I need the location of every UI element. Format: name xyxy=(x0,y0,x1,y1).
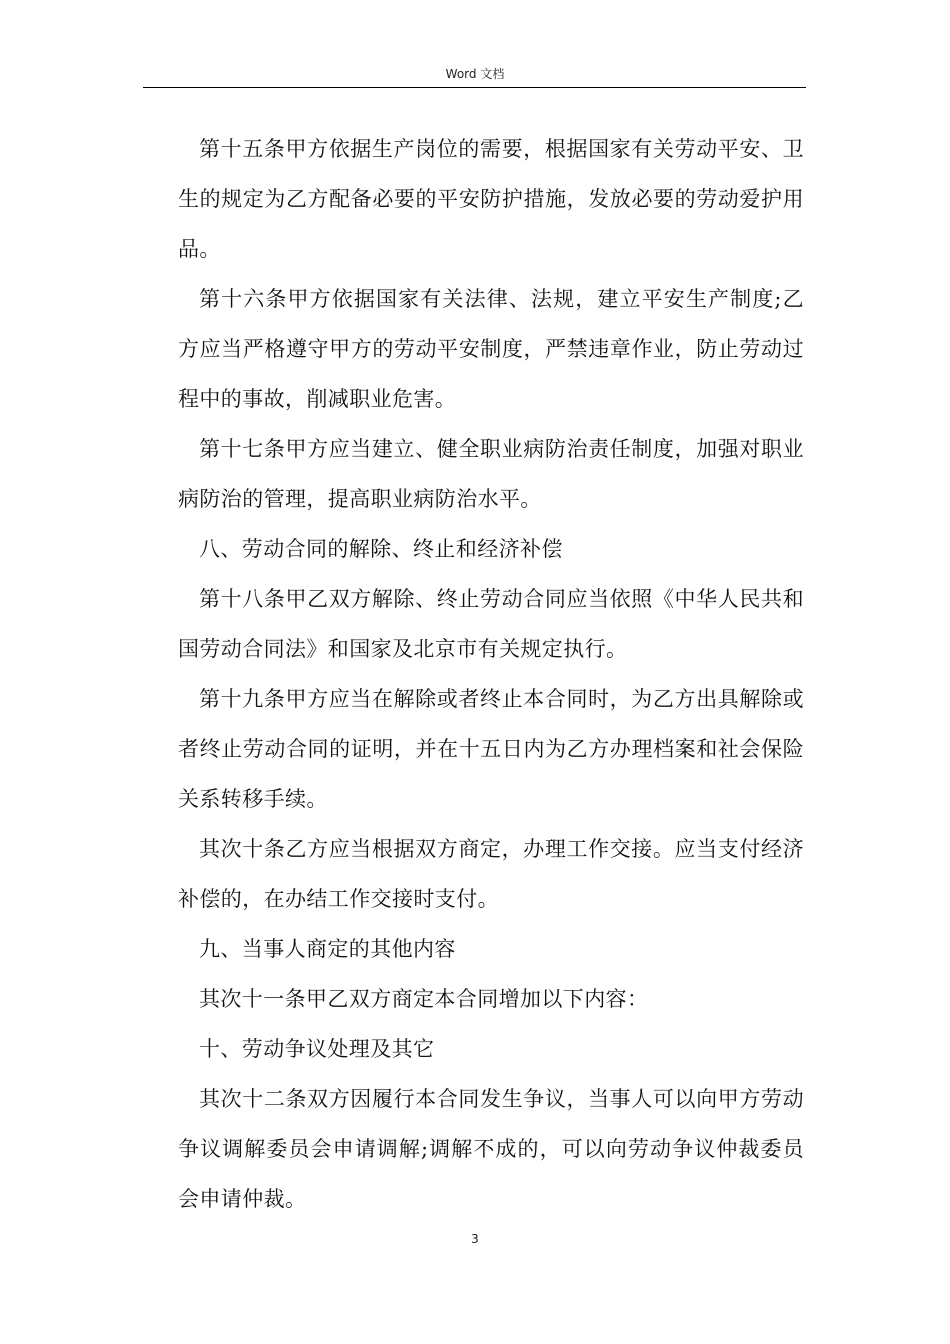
article-18-paragraph: 第十八条甲乙双方解除、终止劳动合同应当依照《中华人民共和国劳动合同法》和国家及北京市有关规定执行。 xyxy=(178,587,804,661)
article-15-paragraph: 第十五条甲方依据生产岗位的需要，根据国家有关劳动平安、卫生的规定为乙方配备必要的平安防护措施，发放必要的劳动爱护用品。 xyxy=(178,137,804,261)
article-21-paragraph: 其次十一条甲乙双方商定本合同增加以下内容： xyxy=(199,987,649,1011)
section-10-heading: 十、劳动争议处理及其它 xyxy=(199,1037,435,1061)
article-19-paragraph: 第十九条甲方应当在解除或者终止本合同时，为乙方出具解除或者终止劳动合同的证明，并在十五日内为乙方办理档案和社会保险关系转移手续。 xyxy=(178,687,804,811)
article-22-paragraph: 其次十二条双方因履行本合同发生争议，当事人可以向甲方劳动争议调解委员会申请调解;调解不成的，可以向劳动争议仲裁委员会申请仲裁。 xyxy=(178,1087,804,1211)
page-number: 3 xyxy=(471,1232,479,1246)
section-8-heading: 八、劳动合同的解除、终止和经济补偿 xyxy=(199,537,563,561)
document-body xyxy=(178,124,804,1224)
section-9-heading: 九、当事人商定的其他内容 xyxy=(199,937,456,961)
header-divider xyxy=(143,87,806,88)
article-16-paragraph: 第十六条甲方依据国家有关法律、法规，建立平安生产制度;乙方应当严格遵守甲方的劳动平安制度，严禁违章作业，防止劳动过程中的事故，削减职业危害。 xyxy=(178,287,804,411)
article-20-paragraph: 其次十条乙方应当根据双方商定，办理工作交接。应当支付经济补偿的，在办结工作交接时支付。 xyxy=(178,837,804,911)
article-17-paragraph: 第十七条甲方应当建立、健全职业病防治责任制度，加强对职业病防治的管理，提高职业病防治水平。 xyxy=(178,437,804,511)
document-header-title: Word 文档 xyxy=(445,67,505,81)
